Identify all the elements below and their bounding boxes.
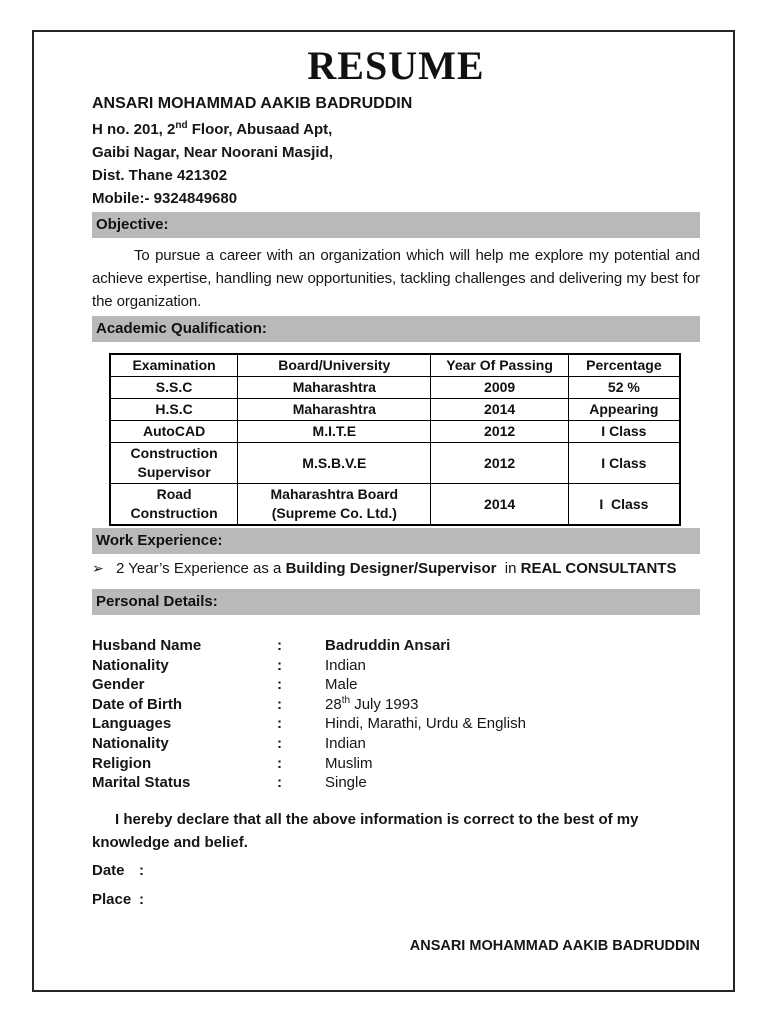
personal-detail-row — [92, 695, 700, 715]
personal-details-list — [92, 636, 700, 793]
detail-label: Religion — [92, 754, 152, 772]
work-company: REAL CONSULTANTS — [520, 560, 677, 577]
signature-name: ANSARI MOHAMMAD AAKIB BADRUDDIN — [409, 938, 700, 954]
detail-colon: : — [277, 656, 282, 674]
detail-label: Marital Status — [92, 774, 191, 792]
detail-label: Languages — [92, 715, 172, 733]
personal-detail-row — [92, 714, 700, 734]
table-header-board-university: Board/University — [238, 354, 431, 377]
date-label: Date — [92, 862, 125, 879]
detail-colon: : — [277, 715, 282, 733]
work-text-pre: 2 Year’s Experience as a — [116, 560, 286, 577]
detail-value: Hindi, Marathi, Urdu & English — [325, 715, 526, 733]
place-colon: : — [139, 891, 144, 908]
table-cell: Maharashtra Board (Supreme Co. Ltd.) — [238, 484, 431, 526]
personal-detail-row — [92, 675, 700, 695]
detail-label: Husband Name — [92, 637, 202, 654]
personal-detail-row — [92, 754, 700, 774]
detail-colon: : — [277, 774, 282, 792]
work-text-mid: in — [496, 560, 521, 577]
section-heading-objective: Objective: — [92, 212, 700, 238]
table-cell: I Class — [568, 443, 680, 484]
detail-label: Nationality — [92, 734, 169, 752]
table-header-percentage: Percentage — [568, 354, 680, 377]
table-header-row — [110, 354, 680, 377]
table-cell: 2014 — [431, 399, 568, 421]
detail-value: Muslim — [325, 754, 373, 772]
objective-paragraph: To pursue a career with an organization which will help me explore my potential and achieve expertise, handling new opportunities, tackling challenges and delivering my best for the organization. — [92, 247, 700, 310]
detail-label: Date of Birth — [92, 695, 182, 713]
page-content — [92, 0, 700, 1024]
section-heading-work-experience: Work Experience: — [92, 528, 700, 554]
candidate-name: ANSARI MOHAMMAD AAKIB BADRUDDIN — [92, 95, 413, 112]
table-cell: 2009 — [431, 377, 568, 399]
address-line-1-post: Floor, Abusaad Apt, — [187, 121, 333, 138]
place-label: Place — [92, 891, 132, 908]
detail-colon: : — [277, 676, 282, 694]
personal-detail-row — [92, 656, 700, 676]
table-header-year-of-passing: Year Of Passing — [431, 354, 568, 377]
table-cell: 2012 — [431, 443, 568, 484]
personal-detail-row — [92, 734, 700, 754]
work-role: Building Designer/Supervisor — [285, 560, 497, 577]
table-header-examination: Examination — [110, 354, 238, 377]
table-cell: Appearing — [568, 399, 680, 421]
ordinal-superscript: nd — [175, 120, 188, 131]
section-heading-academic-qualification: Academic Qualification: — [92, 316, 700, 342]
table-cell: M.S.B.V.E — [238, 443, 431, 484]
address-line-3: Dist. Thane 421302 — [92, 167, 228, 184]
table-cell: Construction Supervisor — [110, 443, 238, 484]
work-experience-item — [92, 560, 700, 577]
table-cell: M.I.T.E — [238, 421, 431, 443]
personal-detail-row — [92, 636, 700, 656]
place-row — [92, 891, 700, 908]
table-cell: I Class — [568, 484, 680, 526]
detail-value: Male — [325, 676, 358, 694]
qualification-table — [109, 353, 681, 526]
table-cell: 52 % — [568, 377, 680, 399]
table-cell: Maharashtra — [238, 399, 431, 421]
personal-detail-row — [92, 773, 700, 793]
detail-colon: : — [277, 637, 282, 654]
table-row — [110, 421, 680, 443]
date-colon: : — [139, 862, 144, 879]
detail-colon: : — [277, 754, 282, 772]
detail-colon: : — [277, 734, 282, 752]
detail-value: Single — [325, 774, 367, 792]
declaration-text: I hereby declare that all the above information is correct to the best of my knowledge and belief. — [92, 811, 639, 851]
address-block — [92, 118, 700, 210]
address-line-2: Gaibi Nagar, Near Noorani Masjid, — [92, 144, 333, 161]
table-row — [110, 443, 680, 484]
detail-colon: : — [277, 695, 282, 713]
detail-label: Nationality — [92, 656, 169, 674]
address-line-1 — [92, 118, 700, 141]
table-cell: AutoCAD — [110, 421, 238, 443]
table-cell: H.S.C — [110, 399, 238, 421]
table-cell: 2012 — [431, 421, 568, 443]
work-experience-text — [116, 560, 676, 577]
page-title: RESUME — [307, 43, 485, 88]
detail-value — [325, 695, 418, 715]
section-heading-personal-details: Personal Details: — [92, 589, 700, 615]
ordinal-superscript: th — [341, 694, 351, 706]
detail-value: Badruddin Ansari — [325, 637, 451, 654]
table-cell: Maharashtra — [238, 377, 431, 399]
arrow-bullet-icon: ➢ — [92, 560, 104, 576]
detail-value: Indian — [325, 734, 366, 752]
table-cell: 2014 — [431, 484, 568, 526]
detail-value: Indian — [325, 656, 366, 674]
table-row — [110, 484, 680, 526]
detail-value-pre: 28 — [325, 695, 342, 713]
table-cell: S.S.C — [110, 377, 238, 399]
table-cell: I Class — [568, 421, 680, 443]
detail-label: Gender — [92, 676, 145, 694]
table-cell: Road Construction — [110, 484, 238, 526]
table-row — [110, 377, 680, 399]
address-line-1-pre: H no. 201, 2 — [92, 121, 176, 138]
table-row — [110, 399, 680, 421]
date-row — [92, 862, 700, 879]
mobile-line: Mobile:- 9324849680 — [92, 190, 238, 207]
detail-value-post: July 1993 — [350, 695, 419, 713]
